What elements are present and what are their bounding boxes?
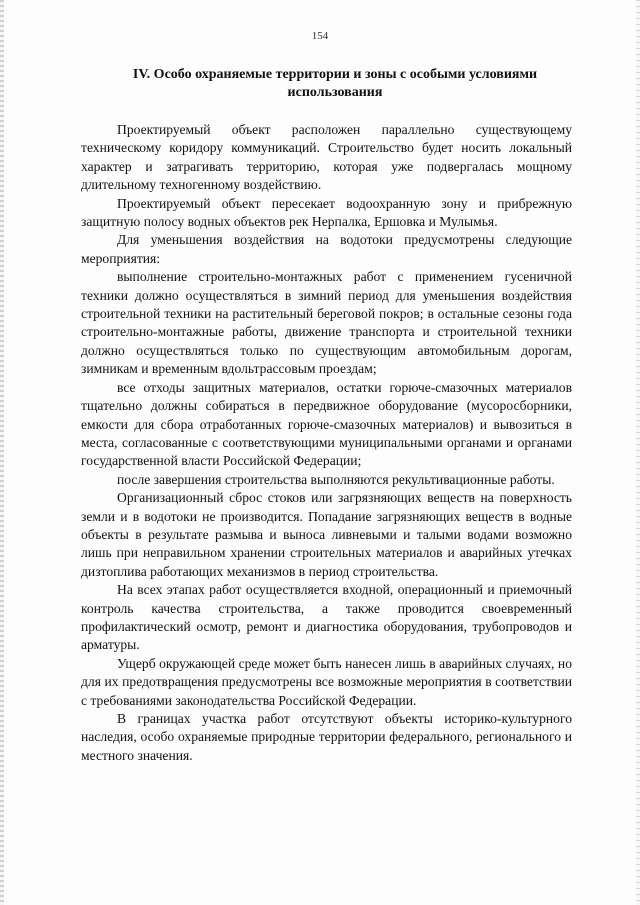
- paragraph: Проектируемый объект пересекает водоохранную зону и прибрежную защитную полосу водных объектов рек Нерпалка, Ершовка и Мулымья.: [81, 195, 572, 230]
- paragraph: Организационный сброс стоков или загрязняющих веществ на поверхность земли и в водотоки не производится. Попадание загрязняющих веществ в водные объекты в результате размыва и выноса ливневыми и талыми водами возможно лишь при неправильном хранении строительных материалов и аварийных утечках дизтоплива работающих механизмов в период строительства.: [81, 490, 572, 579]
- paragraph: Проектируемый объект расположен параллельно существующему техническому коридору коммуникаций. Строительство будет носить локальный характер и затрагивать территорию, которая уже подвергалась мощному длительному техногенному воздействию.: [81, 122, 572, 193]
- scan-edge-left: [0, 0, 4, 905]
- section-title: IV. Особо охраняемые территории и зоны с особыми условиями использования: [132, 67, 538, 100]
- body-text: [81, 121, 572, 765]
- scan-edge-right: [636, 0, 640, 905]
- page-number: 154: [311, 30, 329, 42]
- paragraph: Для уменьшения воздействия на водотоки предусмотрены следующие мероприятия:: [81, 232, 572, 266]
- list-item: все отходы защитных материалов, остатки горюче-смазочных материалов тщательно должны собираться в передвижное оборудование (мусоросборники, емкости для сбора отработанных горюче-смазочных материалов) и вывозиться в места, согласованные с соответствующими муниципальными органами и органами государственной власти Российской Федерации;: [81, 379, 572, 469]
- paragraph: Ущерб окружающей среде может быть нанесен лишь в аварийных случаях, но для их предотвращения предусмотрены все возможные мероприятия в соответствии с требованиями законодательства Российской Федерации.: [81, 655, 572, 708]
- paragraph: На всех этапах работ осуществляется входной, операционный и приемочный контроль качества строительства, а также проводится своевременный профилактический осмотр, ремонт и диагностика оборудования, трубопроводов и арматуры.: [81, 582, 572, 653]
- list-item: выполнение строительно-монтажных работ с применением гусеничной техники должно осуществляться в зимний период для уменьшения воздействия строительной техники на растительный береговой покров; в остальные сезоны года строительно-монтажные работы, движение транспорта и строительной техники должно осуществляться только по существующим автомобильным дорогам, зимникам и временным вдольтрассовым проездам;: [81, 269, 572, 377]
- list-item: после завершения строительства выполняются рекультивационные работы.: [117, 471, 555, 487]
- paragraph: В границах участка работ отсутствуют объекты историко-культурного наследия, особо охраняемые природные территории федерального, регионального и местного значения.: [81, 711, 572, 763]
